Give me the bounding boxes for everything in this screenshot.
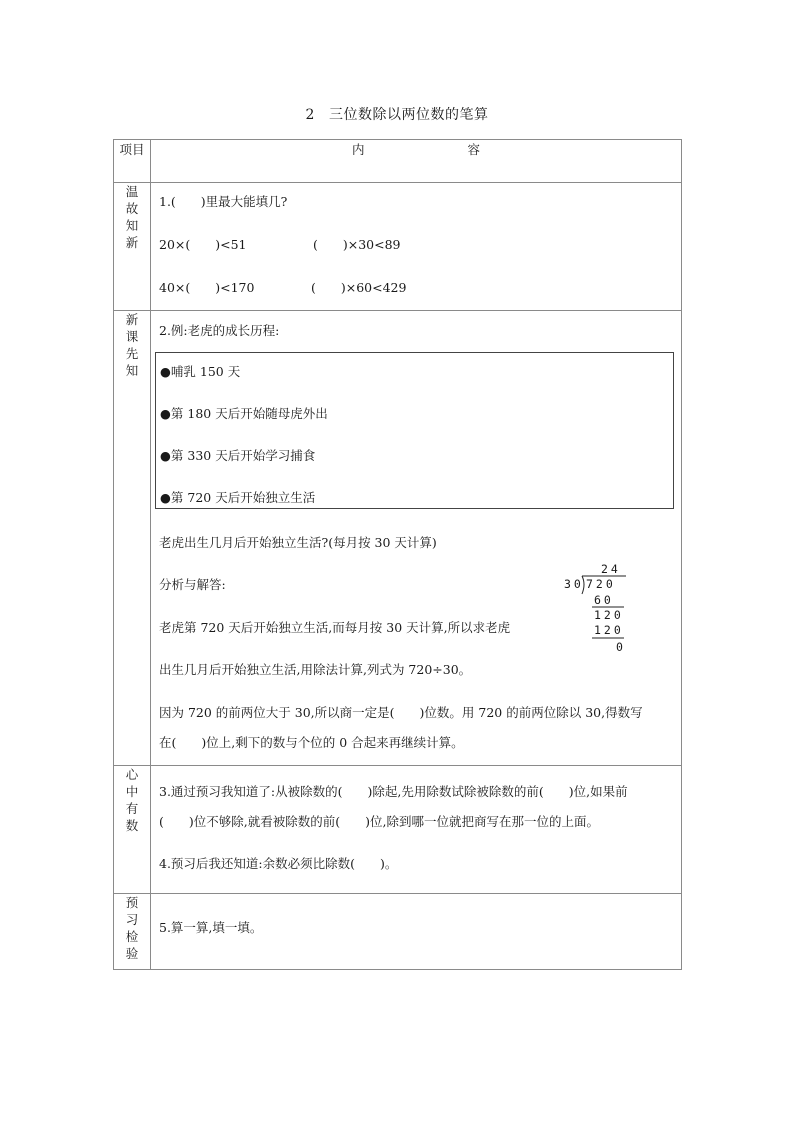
- expr-2: ( )×30<89: [313, 237, 401, 252]
- row-review: [114, 183, 682, 311]
- tiger-question: 老虎出生几月后开始独立生活?(每月按 30 天计算): [159, 535, 437, 550]
- division-step-2: 120: [594, 608, 624, 622]
- label-check: [114, 894, 151, 970]
- header-content: [151, 140, 682, 183]
- section-title: 三位数除以两位数的笔算: [328, 107, 489, 123]
- label-mind-text: 心中有数: [125, 767, 139, 833]
- header-item: 项目: [114, 140, 151, 183]
- label-newlesson-text: 新课先知: [125, 312, 139, 378]
- question-4: 4.预习后我还知道:余数必须比除数( )。: [159, 856, 398, 871]
- content-review: [151, 183, 682, 311]
- expr-1: 20×( )<51: [159, 237, 247, 252]
- division-dividend: 720: [586, 577, 616, 591]
- division-step-3: 120: [594, 623, 624, 637]
- analysis-line-3: 因为 720 的前两位大于 30,所以商一定是( )位数。用 720 的前两位除以 30,得数写: [159, 705, 643, 720]
- box-item-3: ●第 330 天后开始学习捕食: [160, 448, 316, 463]
- analysis-line-1: 老虎第 720 天后开始独立生活,而每月按 30 天计算,所以求老虎: [159, 620, 511, 635]
- analysis-line-2: 出生几月后开始独立生活,用除法计算,列式为 720÷30。: [159, 662, 472, 677]
- row-newlesson: [114, 311, 682, 766]
- question-3-line-1: 3.通过预习我知道了:从被除数的( )除起,先用除数试除被除数的前( )位,如果前: [159, 784, 628, 799]
- box-item-1: ●哺乳 150 天: [160, 364, 241, 379]
- worksheet-table: [113, 139, 682, 970]
- question-3-line-2: ( )位不够除,就看被除数的前( )位,除到哪一位就把商写在那一位的上面。: [159, 814, 599, 829]
- label-check-text: 预习检验: [125, 895, 139, 961]
- header-row: [114, 140, 682, 183]
- long-division: [564, 562, 626, 654]
- expr-3: 40×( )<170: [159, 280, 255, 295]
- label-review: [114, 183, 151, 311]
- division-divisor: 30: [564, 577, 584, 591]
- label-review-text: 温故知新: [125, 184, 139, 250]
- box-item-4: ●第 720 天后开始独立生活: [160, 490, 316, 505]
- page-title: [0, 104, 794, 124]
- box-item-2: ●第 180 天后开始随母虎外出: [160, 406, 328, 421]
- content-newlesson: [151, 311, 682, 766]
- division-step-1: 60: [594, 593, 614, 607]
- label-newlesson: [114, 311, 151, 766]
- header-content-label: 内 容: [351, 142, 506, 157]
- content-check: [151, 894, 682, 970]
- row-check: [114, 894, 682, 970]
- row-mind: [114, 766, 682, 894]
- label-mind: [114, 766, 151, 894]
- division-quotient: 24: [601, 562, 621, 576]
- content-mind: [151, 766, 682, 894]
- analysis-title: 分析与解答:: [159, 577, 226, 592]
- growth-box: [155, 352, 674, 509]
- expr-4: ( )×60<429: [311, 280, 407, 295]
- question-5: 5.算一算,填一填。: [159, 920, 263, 935]
- section-number: 2: [305, 107, 315, 123]
- question-1: 1.( )里最大能填几?: [159, 194, 288, 209]
- analysis-line-4: 在( )位上,剩下的数与个位的 0 合起来再继续计算。: [159, 735, 464, 750]
- question-2: 2.例:老虎的成长历程:: [159, 323, 280, 338]
- division-remainder: 0: [616, 640, 626, 654]
